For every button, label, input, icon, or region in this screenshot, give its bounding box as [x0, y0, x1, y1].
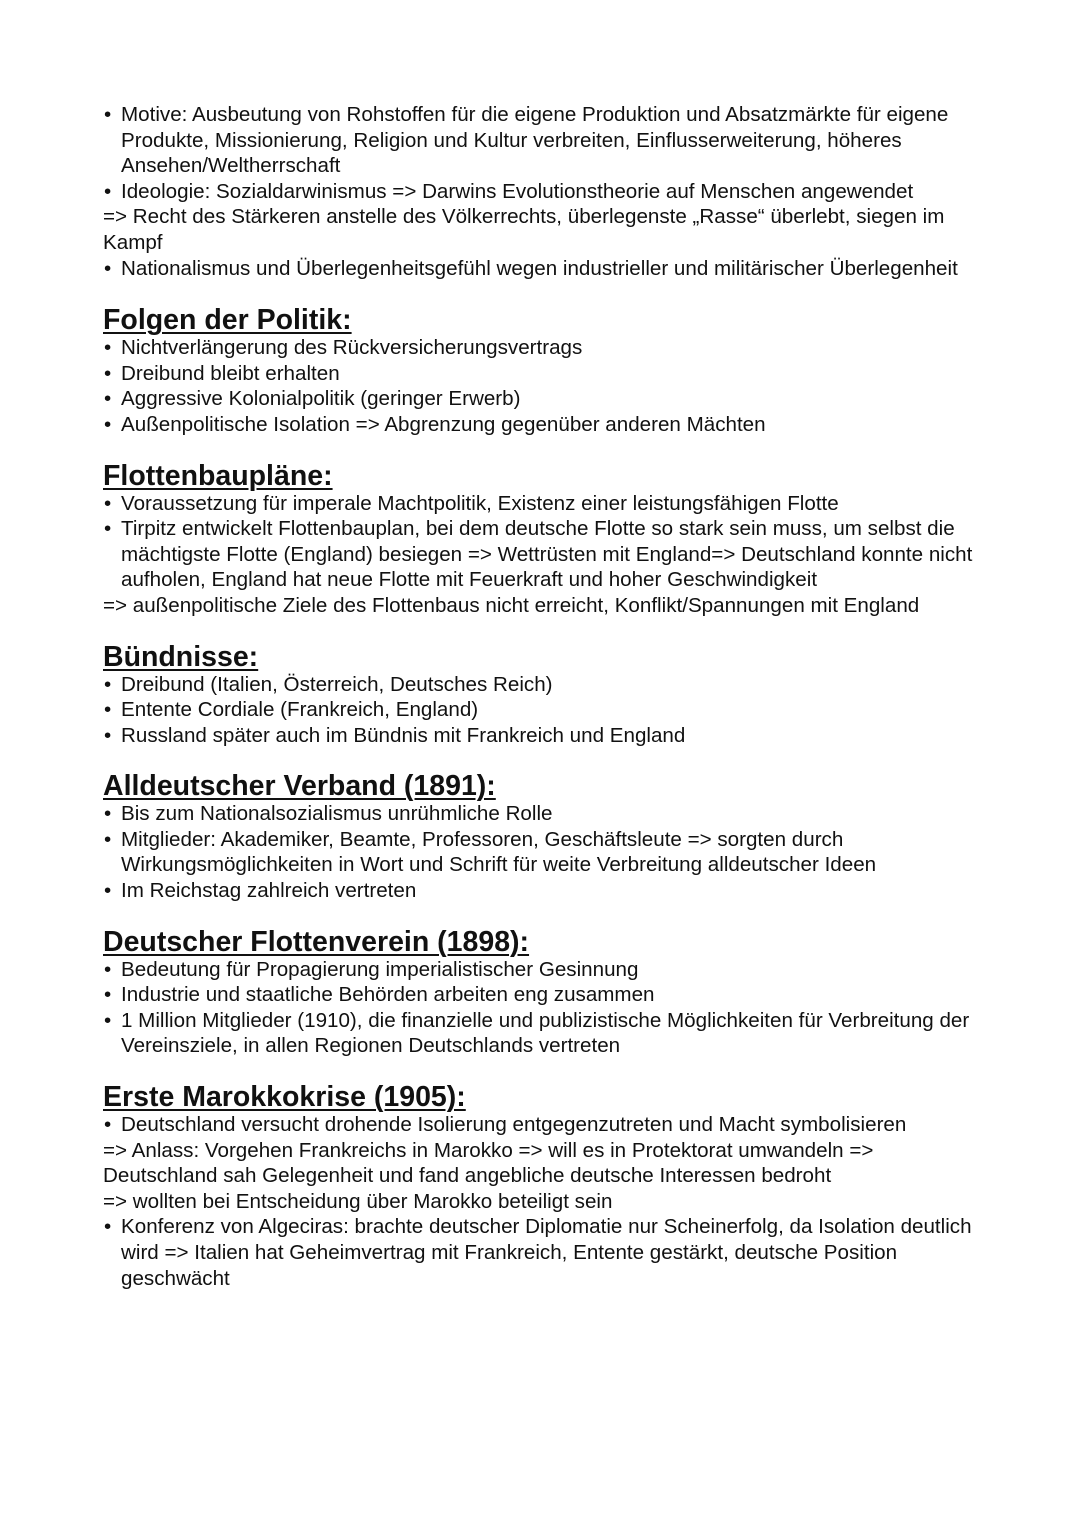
- list-item: • Konferenz von Algeciras: brachte deutscher Diplomatie nur Scheinerfolg, da Isolation deutlich wird => Italien hat Geheimvertrag mit Frankreich, Entente gestärkt, deutsche Position geschwächt: [103, 1214, 980, 1291]
- section-folgen: [103, 305, 980, 437]
- intro-list: [103, 102, 980, 281]
- list-item: • Nichtverlängerung des Rückversicherungsvertrags: [103, 335, 980, 361]
- list-item: => außenpolitische Ziele des Flottenbaus nicht erreicht, Konflikt/Spannungen mit England: [103, 593, 920, 617]
- list-item: • Russland später auch im Bündnis mit Frankreich und England: [103, 723, 980, 749]
- list-item: • Bedeutung für Propagierung imperialistischer Gesinnung: [103, 957, 980, 983]
- section-heading: Bündnisse:: [103, 640, 259, 673]
- intro-item-ideologie: • Ideologie: Sozialdarwinismus => Darwins Evolutionstheorie auf Menschen angewendet: [103, 179, 980, 205]
- section-buendnisse: [103, 642, 980, 749]
- intro-item-nationalismus: • Nationalismus und Überlegenheitsgefühl wegen industrieller und militärischer Überlegenheit: [103, 256, 980, 282]
- section-heading: Flottenbaupläne:: [103, 459, 333, 492]
- list-item: • Industrie und staatliche Behörden arbeiten eng zusammen: [103, 982, 980, 1008]
- list-item: • Dreibund bleibt erhalten: [103, 361, 980, 387]
- section-marokkokrise: [103, 1082, 980, 1291]
- list-item: => Anlass: Vorgehen Frankreichs in Marokko => will es in Protektorat umwandeln => Deutschland sah Gelegenheit und fand angebliche deutsche Interessen bedroht: [103, 1138, 874, 1188]
- section-heading: Erste Marokkokrise (1905):: [103, 1081, 466, 1114]
- list-item: • Im Reichstag zahlreich vertreten: [103, 878, 980, 904]
- list-item: => wollten bei Entscheidung über Marokko beteiligt sein: [103, 1189, 613, 1213]
- section-flottenbauplaene: [103, 461, 980, 619]
- section-heading: Deutscher Flottenverein (1898):: [103, 925, 530, 958]
- list-item: • Deutschland versucht drohende Isolierung entgegenzutreten und Macht symbolisieren: [103, 1112, 980, 1138]
- section-heading: Folgen der Politik:: [103, 304, 352, 337]
- list-item: • Bis zum Nationalsozialismus unrühmliche Rolle: [103, 801, 980, 827]
- list-item: • Tirpitz entwickelt Flottenbauplan, bei dem deutsche Flotte so stark sein muss, um selbst die mächtigste Flotte (England) besiegen => Wettrüsten mit England=> Deutschland konnte nicht aufholen, England hat neue Flotte mit Feuerkraft und hoher Geschwindigkeit: [103, 516, 980, 593]
- list-item: • 1 Million Mitglieder (1910), die finanzielle und publizistische Möglichkeiten für Verbreitung der Vereinsziele, in allen Regionen Deutschlands vertreten: [103, 1008, 980, 1059]
- list-item: • Voraussetzung für imperale Machtpolitik, Existenz einer leistungsfähigen Flotte: [103, 491, 980, 517]
- section-heading: Alldeutscher Verband (1891):: [103, 770, 496, 803]
- list-item: • Aggressive Kolonialpolitik (geringer Erwerb): [103, 386, 980, 412]
- list-item: • Außenpolitische Isolation => Abgrenzung gegenüber anderen Mächten: [103, 412, 980, 438]
- section-alldeutscher-verband: [103, 771, 980, 903]
- section-flottenverein: [103, 927, 980, 1059]
- list-item: • Dreibund (Italien, Österreich, Deutsches Reich): [103, 672, 980, 698]
- intro-item-recht: => Recht des Stärkeren anstelle des Völkerrechts, überlegenste „Rasse“ überlebt, siegen im Kampf: [103, 205, 945, 254]
- intro-item-motive: • Motive: Ausbeutung von Rohstoffen für die eigene Produktion und Absatzmärkte für eigene Produkte, Missionierung, Religion und Kultur verbreiten, Einflusserweiterung, höheres Ansehen/Weltherrschaft: [103, 102, 980, 179]
- list-item: • Mitglieder: Akademiker, Beamte, Professoren, Geschäftsleute => sorgten durch Wirkungsmöglichkeiten in Wort und Schrift für weite Verbreitung alldeutscher Ideen: [103, 827, 980, 878]
- list-item: • Entente Cordiale (Frankreich, England): [103, 697, 980, 723]
